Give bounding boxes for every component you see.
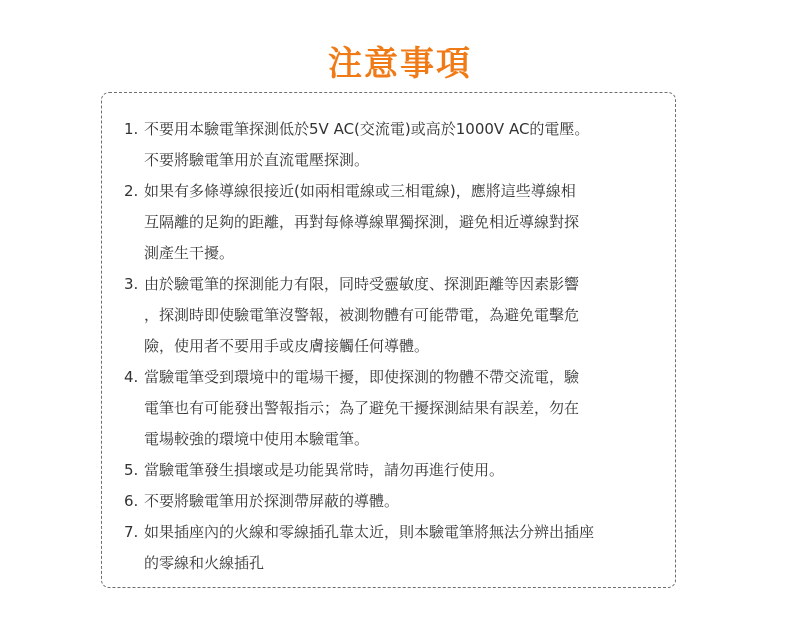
item-number: 5.	[124, 461, 139, 479]
item-line: 不要將驗電筆用於直流電壓探測。	[144, 151, 370, 169]
list-item	[124, 455, 674, 486]
item-number: 2.	[124, 182, 139, 200]
item-line: 不要用本驗電筆探測低於5V AC(交流電)或高於1000V AC的電壓。	[144, 120, 590, 138]
item-text	[144, 114, 674, 176]
item-line: 當驗電筆受到環境中的電場干擾，即使探測的物體不帶交流電，驗	[144, 368, 580, 386]
list-item	[124, 269, 674, 362]
list-item	[124, 362, 674, 455]
item-text	[144, 486, 674, 517]
item-text	[144, 176, 674, 269]
list-item	[124, 486, 674, 517]
list-item	[124, 517, 674, 579]
item-line: ，探測時即使驗電筆沒警報，被測物體有可能帶電，為避免電擊危	[144, 306, 580, 324]
item-line: 如果有多條導線很接近(如兩相電線或三相電線)，應將這些導線相	[144, 182, 576, 200]
list-item	[124, 114, 674, 176]
item-number: 4.	[124, 368, 139, 386]
item-line: 互隔離的足夠的距離，再對每條導線單獨探測，避免相近導線對探	[144, 213, 580, 231]
page-title: 注意事項	[328, 44, 472, 84]
item-text	[144, 269, 674, 362]
item-number: 3.	[124, 275, 139, 293]
list-item	[124, 176, 674, 269]
item-line: 電筆也有可能發出警報指示；為了避免干擾探測結果有誤差，勿在	[144, 399, 580, 417]
item-line: 不要將驗電筆用於探測帶屏蔽的導體。	[144, 492, 400, 510]
item-number: 1.	[124, 120, 139, 138]
item-line: 如果插座內的火線和零線插孔靠太近，則本驗電筆將無法分辨出插座	[144, 523, 595, 541]
item-text	[144, 455, 674, 486]
item-number: 7.	[124, 523, 139, 541]
item-number: 6.	[124, 492, 139, 510]
item-line: 險，使用者不要用手或皮膚接觸任何導體。	[144, 337, 430, 355]
item-line: 由於驗電筆的探測能力有限，同時受靈敏度、探測距離等因素影響	[144, 275, 580, 293]
item-text	[144, 517, 674, 579]
item-line: 當驗電筆發生損壞或是功能異常時，請勿再進行使用。	[144, 461, 505, 479]
item-line: 測產生干擾。	[144, 244, 235, 262]
notice-list	[124, 114, 674, 579]
item-line: 電場較強的環境中使用本驗電筆。	[144, 430, 370, 448]
item-text	[144, 362, 674, 455]
item-line: 的零線和火線插孔	[144, 554, 265, 572]
